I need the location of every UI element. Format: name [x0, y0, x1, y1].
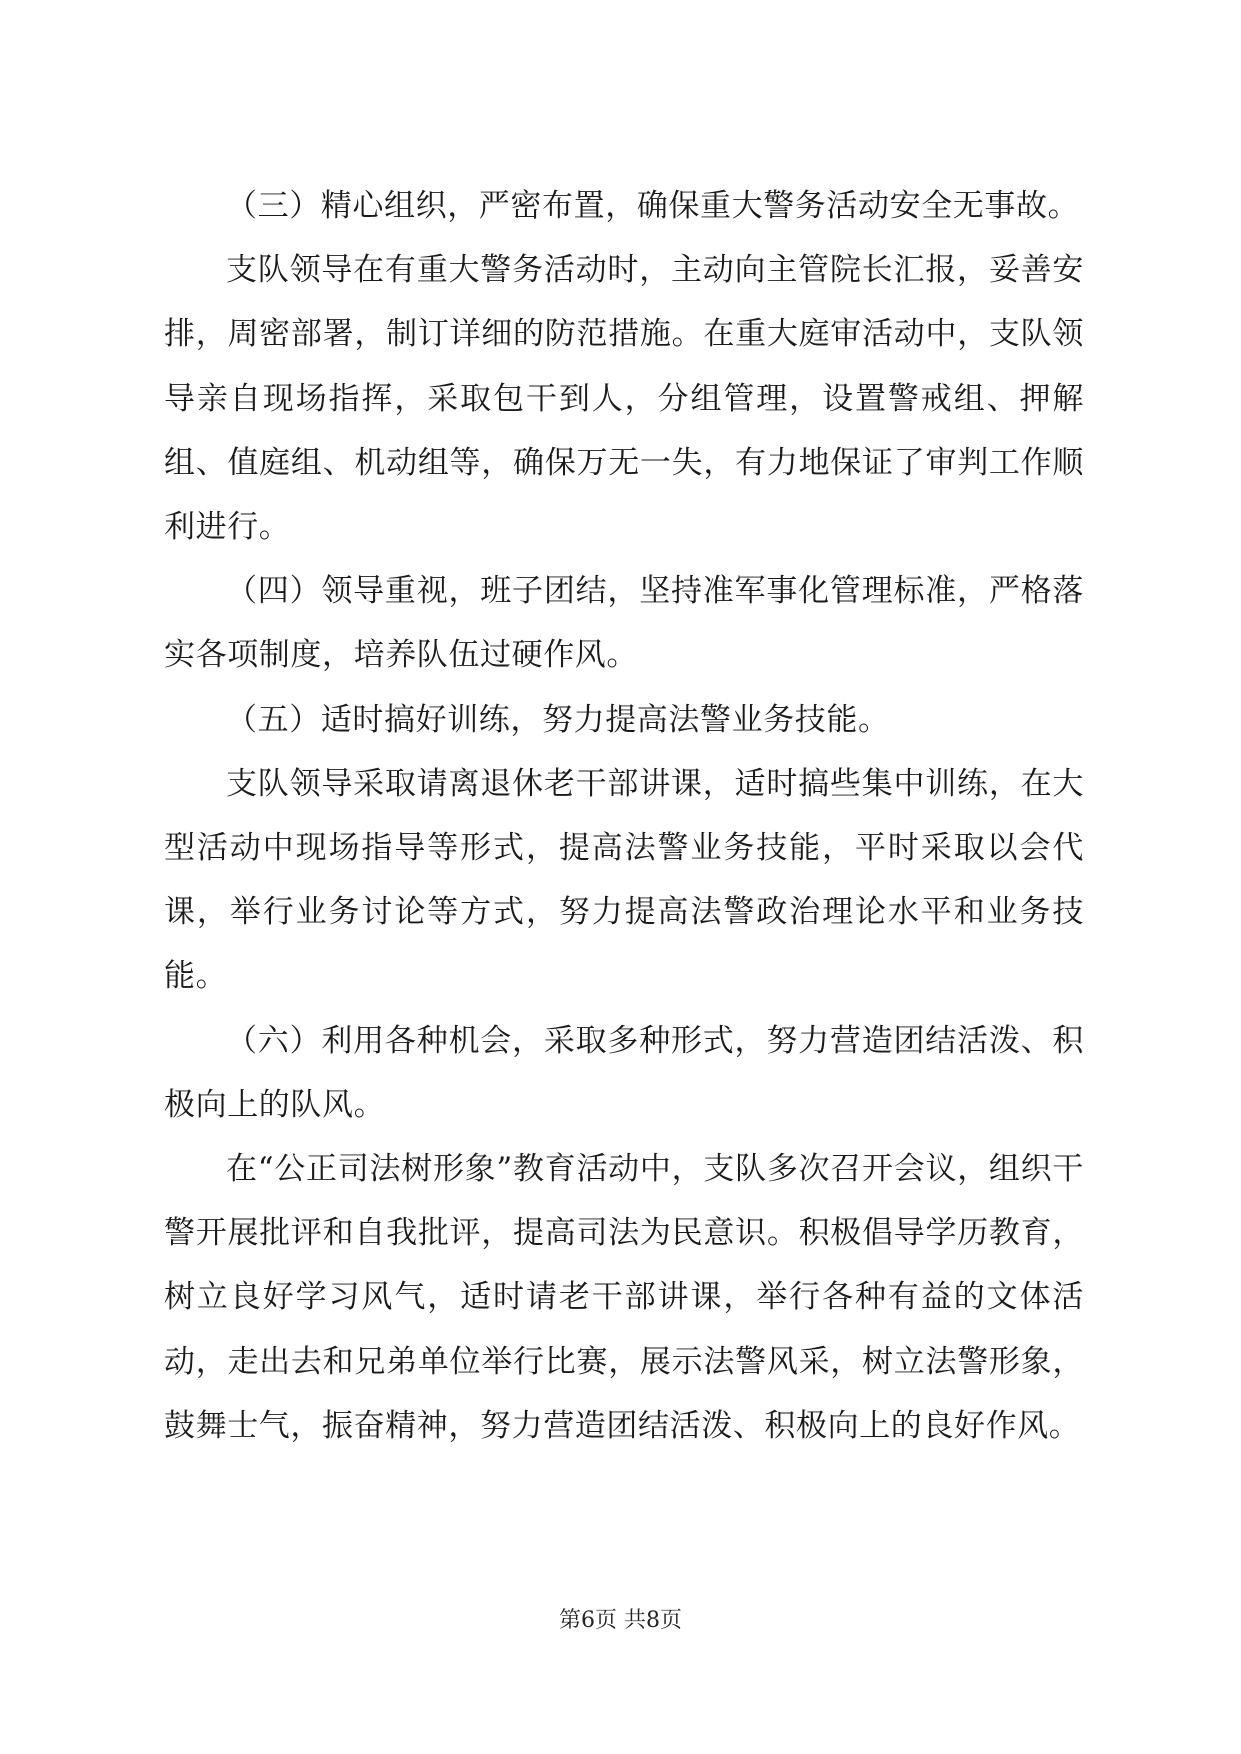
body-paragraph: 支队领导采取请离退休老干部讲课，适时搞些集中训练，在大型活动中现场指导等形式，提高法警业务技能，平时采取以会代课，举行业务讨论等方式，努力提高法警政治理论水平和业务技能。 — [164, 765, 1084, 995]
document-body — [164, 174, 1084, 1458]
section-heading-5: （五）适时搞好训练，努力提高法警业务技能。 — [226, 701, 890, 738]
body-paragraph: 支队领导在有重大警务活动时，主动向主管院长汇报，妥善安排，周密部署，制订详细的防范措施。在重大庭审活动中，支队领导亲自现场指挥，采取包干到人，分组管理，设置警戒组、押解组、值庭组、机动组等，确保万无一失，有力地保证了审判工作顺利进行。 — [164, 252, 1084, 546]
body-paragraph: 在“公正司法树形象”教育活动中，支队多次召开会议，组织干警开展批评和自我批评，提高司法为民意识。积极倡导学历教育，树立良好学习风气，适时请老干部讲课，举行各种有益的文体活动，走出去和兄弟单位举行比赛，展示法警风采，树立法警形象，鼓舞士气，振奋精神，努力营造团结活泼、积极向上的良好作风。 — [164, 1151, 1084, 1444]
section-heading-6: （六）利用各种机会，采取多种形式，努力营造团结活泼、积极向上的队风。 — [164, 1022, 1084, 1123]
page-number-footer: 第6页 共8页 — [559, 1608, 682, 1633]
section-heading-3: （三）精心组织，严密布置，确保重大警务活动安全无事故。 — [226, 188, 1080, 224]
section-heading-4: （四）领导重视，班子团结，坚持准军事化管理标准，严格落实各项制度，培养队伍过硬作风。 — [164, 573, 1084, 674]
